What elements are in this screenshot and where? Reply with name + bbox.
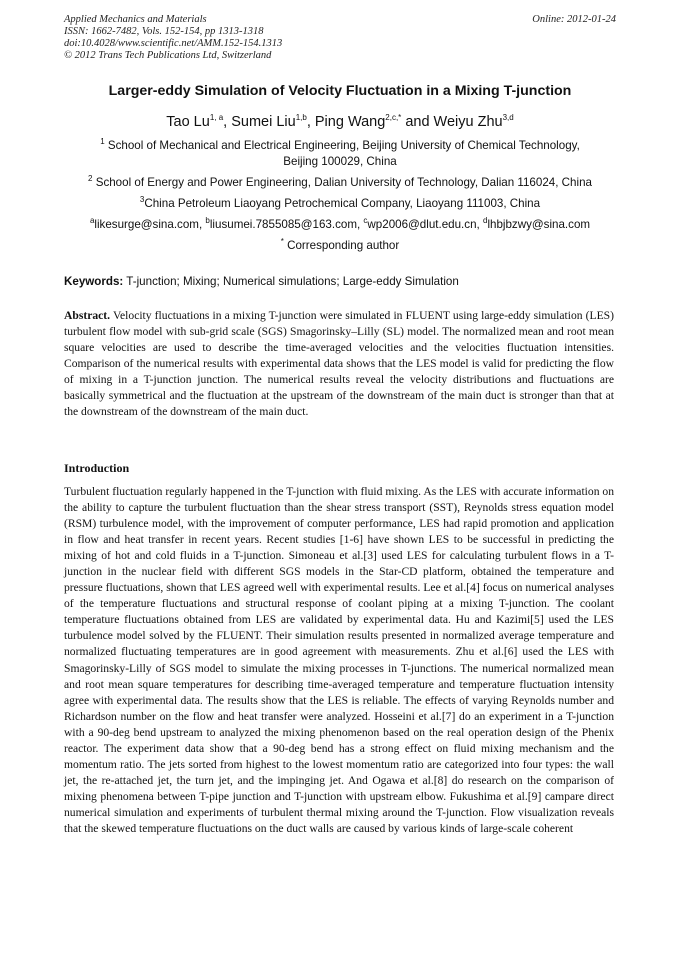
keywords xyxy=(64,274,624,290)
email-sup: b xyxy=(205,216,210,226)
corresponding-text: Corresponding author xyxy=(283,239,400,252)
author-separator: , xyxy=(223,114,232,130)
affiliation-sup: 1 xyxy=(100,137,105,147)
email-address[interactable]: wp2006@dlut.edu.cn, xyxy=(367,218,483,231)
corresponding-author-note xyxy=(58,238,622,254)
author-list xyxy=(40,112,640,132)
journal-header xyxy=(64,14,616,62)
abstract xyxy=(64,308,614,420)
affiliation-2 xyxy=(58,175,622,191)
abstract-text: Velocity fluctuations in a mixing T-junction were simulated in FLUENT using large-eddy simulation (LES) turbulent flow model with sub-grid scale (SGS) Smagorinsky–Lilly (SL) model. The normalized mean and root mean square velocities are used to describe the time-averaged velocities and the velocities fluctuation intensities. Comparison of the numerical results with experimental data shows that the LES model is valid for predicting the flow of mixing in a T-junction junction. The numerical results reveal the velocity distributions and fluctuations are basically symmetrical and the fluctuation at the upstream of the downstream of the main duct is stronger than that at the downstream of the downstream of the main duct. xyxy=(64,309,614,419)
author-affil-sup: 1, a xyxy=(209,113,224,123)
affiliation-text: Beijing 100029, China xyxy=(283,155,397,168)
affiliation-text: School of Energy and Power Engineering, Dalian University of Technology, Dalian 116024, China xyxy=(92,176,592,189)
keywords-text: T-junction; Mixing; Numerical simulations; Large-eddy Simulation xyxy=(123,275,459,288)
email-sup: d xyxy=(482,216,488,226)
affiliation-text: China Petroleum Liaoyang Petrochemical Company, Liaoyang 111003, China xyxy=(144,197,541,210)
journal-name: Applied Mechanics and Materials xyxy=(64,14,207,25)
corresponding-sup: * xyxy=(280,237,284,247)
abstract-label: Abstract. xyxy=(64,309,111,322)
email-address[interactable]: lhbjbzwy@sina.com xyxy=(487,218,591,231)
keywords-label: Keywords: xyxy=(64,275,124,288)
author-name: Ping Wang xyxy=(314,114,386,130)
author-name: Weiyu Zhu xyxy=(433,114,503,130)
journal-copyright: © 2012 Trans Tech Publications Ltd, Switzerland xyxy=(64,50,272,61)
affiliation-1 xyxy=(58,138,622,170)
email-address[interactable]: likesurge@sina.com, xyxy=(94,218,206,231)
journal-issn: ISSN: 1662-7482, Vols. 152-154, pp 1313-1318 xyxy=(64,26,264,37)
author-separator: , xyxy=(306,114,315,130)
section-heading-introduction: Introduction xyxy=(64,461,130,475)
author-name: Tao Lu xyxy=(166,114,210,130)
author-affil-sup: 1,b xyxy=(295,113,307,123)
affiliation-3 xyxy=(58,196,622,212)
email-address[interactable]: liusumei.7855085@163.com, xyxy=(209,218,364,231)
introduction-text: Turbulent fluctuation regularly happened in the T-junction with fluid mixing. As the LES with accurate information on the ability to capture the turbulent fluctuation than the shear stress transport (SST), Reynolds stress equation model (RSM) turbulence model, with the improvement of computer performance, LES had rapid promotion and application in flow and heat transfer in recent years. Recent studies [1-6] have shown LES to be successful in predicting the mixing of hot and cold fluids in a T-junction. Simoneau et al.[3] used LES for calculating turbulent flows in a T-junction in the nuclear field with different SGS models in the Star-CD platform, obtained the temperature and pressure fluctuations, shown that LES agreed well with experimental results. Lee et al.[4] focus on numerical analyses of the temperature fluctuations and structural response of coolant piping at a mixing T-junction. The coolant temperature fluctuations obtained from LES are validated by experimental data. Hu and Kazimi[5] used the LES turbulence model solved by the FLUENT. Their simulation results presented in normalized average temperature and normalized fluctuating temperatures are in good agreement with measurements. Zhu et al.[6] used the LES with Smagorinsky-Lilly of SGS model to simulate the mixing processes in T-junctions. The numerical normalized mean and root mean square temperatures for describing time-averaged temperature and temperature fluctuation intensity agree with experimental data. The results show that the LES is reliable. The effects of varying Reynolds number and Richardson number on the flow and heat transfer were analyzed. Hosseini et al.[7] do an experiment in a T-junction with a 90-deg bend upstream to analyzed the mixing phenomenon based on the real operation design of the Phenix reactor. The experiment data show that a 90-deg bend has a strong effect on fluid mixing mechanism and the momentum ratio. The jets sorted from highest to the lowest momentum ratio are categorized into four types: the wall jet, the re-attached jet, the turn jet, and the impinging jet. And Ogawa et al.[8] do research on the comparison of mixing phenomena between T-pipe junction and T-junction with upstream elbow. Fukushima et al.[9] campare direct numerical simulation and experiments of turbulent thermal mixing around the T-junction. Flow visualization reveals that the skewed temperature fluctuations on the duct walls are caused by various kinds of large-scale coherent xyxy=(64,485,614,835)
journal-doi: doi:10.4028/www.scientific.net/AMM.152-154.1313 xyxy=(64,38,283,49)
email-sup: c xyxy=(363,216,368,226)
email-sup: a xyxy=(89,216,95,226)
author-name: Sumei Liu xyxy=(231,114,296,130)
online-date: Online: 2012-01-24 xyxy=(532,14,616,25)
affiliation-sup: 2 xyxy=(88,174,93,184)
author-separator: and xyxy=(401,114,434,130)
email-list xyxy=(58,217,622,233)
affiliation-sup: 3 xyxy=(139,195,145,205)
paper-title: Larger-eddy Simulation of Velocity Fluctuation in a Mixing T-junction xyxy=(108,83,572,99)
affiliation-text: School of Mechanical and Electrical Engineering, Beijing University of Chemical Technology, xyxy=(104,139,580,152)
author-affil-sup: 2,c,* xyxy=(385,113,402,123)
author-affil-sup: 3,d xyxy=(502,113,514,123)
